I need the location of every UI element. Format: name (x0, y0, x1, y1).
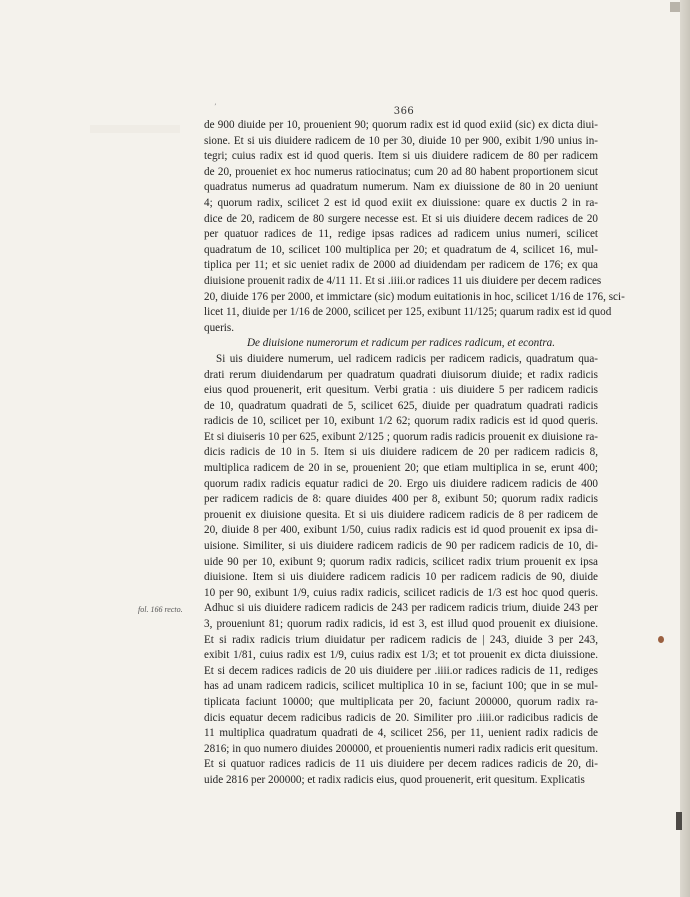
text-line: uide 2816 per 200000; et radix radicis eius, quod prouenerit, erit quesitum. Explicatis (204, 773, 585, 786)
text-line: 20, diuide 8 per 400, exibunt 1/50, cuius radix radicis est id quod prouenit ex ipsa di- (204, 524, 598, 537)
text-line: 4; quorum radix, scilicet 2 est id quod exiit ex diuissione: quare ex ductis 2 in ra- (204, 196, 598, 209)
text-line: de 10, quadratum quadrati de 5, scilicet 625, diuide per quadratum quadrati radicis (204, 399, 598, 412)
text-line: Et si quatuor radices radicis de 11 uis diuidere per decem radices radicis de 20, di- (204, 758, 598, 771)
text-line: tiplicata faciunt 10000; que multiplicata per 20, faciunt 200000, quorum radix ra- (204, 695, 598, 708)
main-text-block (204, 118, 625, 789)
text-line: de 900 diuide per 10, prouenient 90; quorum radix est id quod exiid (sic) ex dicta diui- (204, 119, 598, 131)
text-line: quadratus numerus ad quadratum numerum. Nam ex diuissione de 80 in 20 ueniunt (204, 181, 598, 194)
text-line: per quatuor radices de 11, redige ipsas radices ad radicem unius numeri, scilicet (204, 228, 598, 241)
text-line: de 20, proueniet ex hoc numerus ratiocinatus; cum 20 ad 80 habent proportionem sicut (204, 165, 598, 178)
text-line: tegri; cuius radix est id quod queris. Item si uis diuidere radicem de 80 per radicem (204, 150, 598, 163)
text-line: drati rerum diuidendarum per quadratum quadrati diuisorum diuide; et radix radicis (204, 368, 598, 381)
text-line: diuisione prouenit radix de 4/11 11. Et si .iiii.or radices 11 uis diuidere per decem radices (204, 274, 602, 287)
text-line: tiplica per 11; et sic ueniet radix de 2000 ad diuidendam per radicem de 176; ex qua (204, 259, 598, 272)
text-line: queris. (204, 321, 235, 334)
text-line: 11 multiplica quadratum quadrati de 4, scilicet 256, per 11, uenient radix radicis de (204, 727, 598, 740)
text-line: prouenit ex diuisione quesita. Et si uis diuidere radicem radicis de 8 per radicem de (204, 508, 598, 521)
text-line: eius quod prouenerit, erit quesitum. Verbi gratia : uis diuidere 5 per radicem radicis (204, 384, 598, 397)
text-line: 20, diuide 176 per 2000, et immictare (sic) modum euitationis in hoc, scilicet 1/16 de 176, sci- (204, 290, 625, 303)
text-line: quorum radix radicis equatur radici de 20. Ergo uis diuidere radicem radicis de 400 (204, 477, 598, 490)
text-line: uide 90 per 10, exibunt 9; quorum radix radicis, scilicet radix trium prouenit ex ipsa (204, 555, 598, 568)
text-line: 3, proueniunt 81; quorum radix radicis, id est 3, est illud quod prouenit ex diuisione. (204, 618, 598, 630)
corner-tab (670, 2, 680, 12)
text-line: exibit 1/81, cuius radix est 1/9, cuius radix est 1/3; et tot prouenit ex dicta diuissione. (204, 649, 598, 662)
tick-mark: ʼ (214, 103, 217, 111)
text-line: per radicem radicis de 8: quare diuides 400 per 8, exibunt 50; quorum radix radicis (204, 493, 598, 506)
faint-stamp-mark (90, 125, 180, 133)
text-line: dice de 20, radicem de 80 surgere necesse est. Et si uis diuidere decem radices de 20 (204, 212, 598, 225)
paragraph-1 (204, 118, 625, 336)
text-line: licet 11, diuide per 1/16 de 2000, scilicet per 125, exibunt 11/125; quarum radix est id quod (204, 306, 612, 319)
ink-spot (658, 636, 664, 643)
section-heading: De diuisione numerorum et radicum per radices radicum, et econtra. (246, 337, 556, 350)
text-line: Et si radix radicis trium diuidatur per radicem radicis de | 243, diuide 3 per 243, (204, 633, 598, 646)
text-line: Et si decem radices radicis de 20 uis diuidere per .iiii.or radices radicis de 11, rediges (204, 664, 598, 677)
text-line: multiplica radicem de 20 in se, prouenient 20; que etiam multiplica in se, erunt 400; (204, 462, 598, 475)
paragraph-2 (204, 352, 598, 789)
text-line: 2816; in quo numero diuides 200000, et prouenientis numeri radix radicis erit quesitum. (204, 742, 598, 755)
text-line: quadratum de 10, scilicet 100 multiplica per 20; et quadratum de 4, scilicet 16, mul- (204, 243, 598, 256)
page-number: 366 (393, 106, 415, 117)
page-edge (680, 0, 690, 897)
text-line: Si uis diuidere numerum, uel radicem radicis per radicem radicis, quadratum qua- (216, 352, 598, 365)
text-line: 10 per 90, exibunt 1/9, cuius radix radicis, scilicet radicis de 1/3 est hoc quod queris. (204, 586, 598, 599)
text-line: radicis de 10, scilicet per 10, exibunt 1/2 62; quorum radix radicis est id quod queris. (204, 415, 598, 428)
margin-note: fol. 166 recto. (138, 605, 183, 614)
bookmark-tab (676, 812, 682, 830)
text-line: dicis equatur decem radicibus radicis de 20. Similiter pro .iiii.or radicibus radicis de (204, 711, 598, 724)
text-line: Et si diuiseris 10 per 625, exibunt 2/125 ; quorum radis radicis prouenit ex diuisione ra- (204, 430, 598, 443)
text-line: uisione. Similiter, si uis diuidere radicem radicis de 90 per radicem radicis de 10, di- (204, 540, 598, 553)
text-line: Adhuc si uis diuidere radicem radicis de 243 per radicem radicis trium, diuide 243 per (204, 602, 598, 615)
text-line: dicis radicis de 10 in 5. Item si uis diuidere radicem de 20 per radicem radicis 8, (204, 446, 598, 459)
text-line: has ad unam radicem radicis, scilicet multiplica 10 in se, faciunt 100; que in se mul- (204, 680, 598, 693)
text-line: diuisione. Item si uis diuidere radicem radicis 10 per radicem radicis de 90, diuide (204, 571, 598, 584)
text-line: sione. Et si uis diuidere radicem de 10 per 30, diuide 10 per 900, exibit 1/90 unius in- (204, 134, 598, 147)
